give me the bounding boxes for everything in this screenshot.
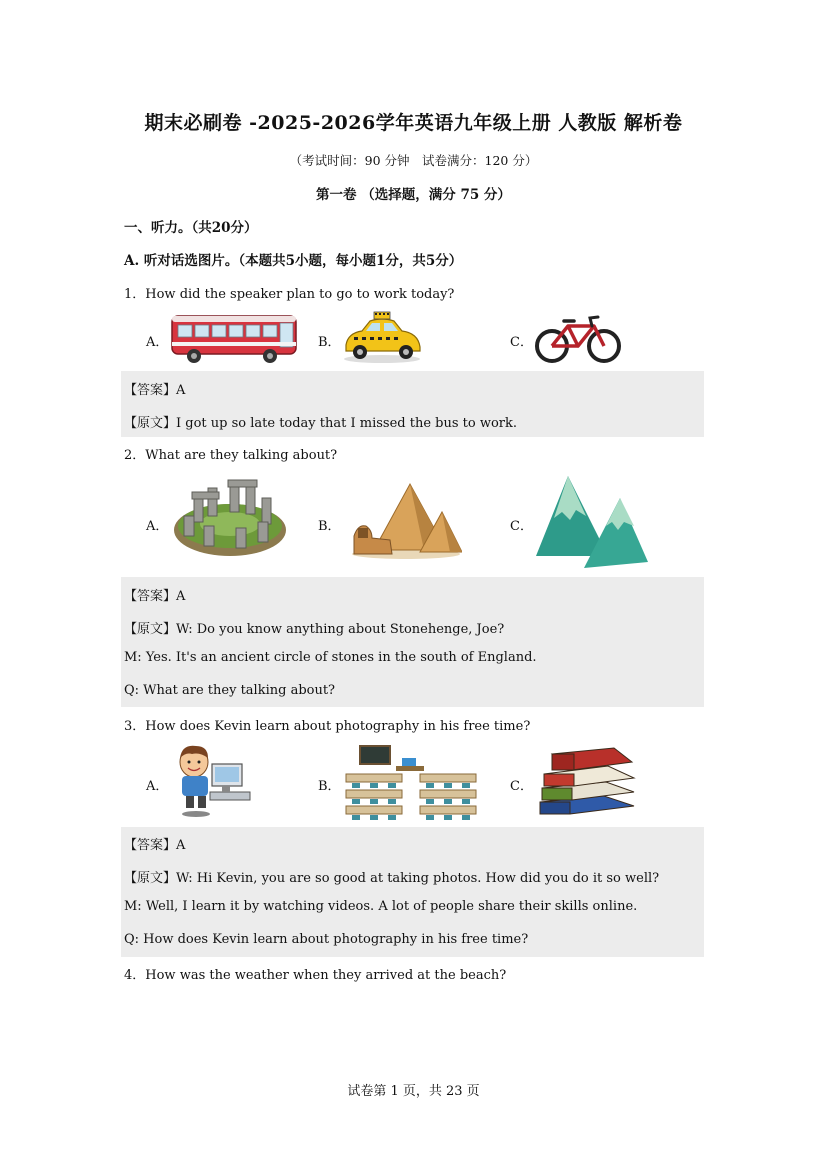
q2-option-c-label: C． bbox=[510, 519, 533, 534]
pyramids-picture bbox=[350, 478, 462, 560]
q3-option-a-label: A． bbox=[146, 779, 169, 794]
page-footer: 试卷第 1 页，共 23 页 bbox=[347, 1084, 480, 1099]
q1-option-b-label: B． bbox=[318, 335, 341, 350]
question-4: 4．How was the weather when they arrived at the beach? bbox=[124, 968, 507, 983]
q3-answer: 【答案】A bbox=[124, 838, 186, 853]
question-2: 2．What are they talking about? bbox=[124, 448, 338, 463]
q3-transcript-line-3: Q: How does Kevin learn about photography in his free time? bbox=[124, 932, 529, 947]
question-1: 1．How did the speaker plan to go to work today? bbox=[124, 287, 455, 302]
q1-option-c-label: C． bbox=[510, 335, 533, 350]
part-a-heading: A. 听对话选图片。（本题共5小题，每小题1分，共5分） bbox=[124, 253, 463, 269]
mountains-picture bbox=[534, 472, 650, 572]
q2-transcript-line-3: Q: What are they talking about? bbox=[124, 683, 336, 698]
q2-option-b-label: B． bbox=[318, 519, 341, 534]
q2-transcript-line-1: 【原文】W: Do you know anything about Stonehenge, Joe? bbox=[124, 622, 505, 637]
taxi-picture bbox=[340, 309, 424, 365]
q1-answer: 【答案】A bbox=[124, 383, 186, 398]
part-one-heading: 一、听力。（共20分） bbox=[124, 220, 258, 236]
q2-answer: 【答案】A bbox=[124, 589, 186, 604]
document-title: 期末必刷卷 -2025-2026学年英语九年级上册 人教版 解析卷 bbox=[144, 112, 683, 134]
q1-option-a-label: A． bbox=[146, 335, 169, 350]
bicycle-picture bbox=[534, 312, 622, 366]
question-3: 3．How does Kevin learn about photography in his free time? bbox=[124, 719, 531, 734]
books-picture bbox=[536, 744, 638, 822]
classroom-picture bbox=[344, 744, 480, 822]
q3-option-c-label: C． bbox=[510, 779, 533, 794]
bus-picture bbox=[170, 312, 300, 366]
volume-heading: 第一卷 （选择题，满分 75 分） bbox=[316, 187, 511, 203]
q3-transcript-line-1: 【原文】W: Hi Kevin, you are so good at taking photos. How did you do it so well? bbox=[124, 871, 660, 886]
exam-info: （考试时间：90 分钟 试卷满分：120 分） bbox=[289, 153, 538, 168]
q3-transcript-line-2: M: Well, I learn it by watching videos. A lot of people share their skills online. bbox=[124, 899, 638, 914]
q1-transcript: 【原文】I got up so late today that I missed the bus to work. bbox=[124, 416, 518, 431]
boy-computer-picture bbox=[172, 742, 254, 820]
q2-option-a-label: A． bbox=[146, 519, 169, 534]
stonehenge-picture bbox=[172, 474, 288, 558]
q3-option-b-label: B． bbox=[318, 779, 341, 794]
q2-transcript-line-2: M: Yes. It's an ancient circle of stones in the south of England. bbox=[124, 650, 537, 665]
